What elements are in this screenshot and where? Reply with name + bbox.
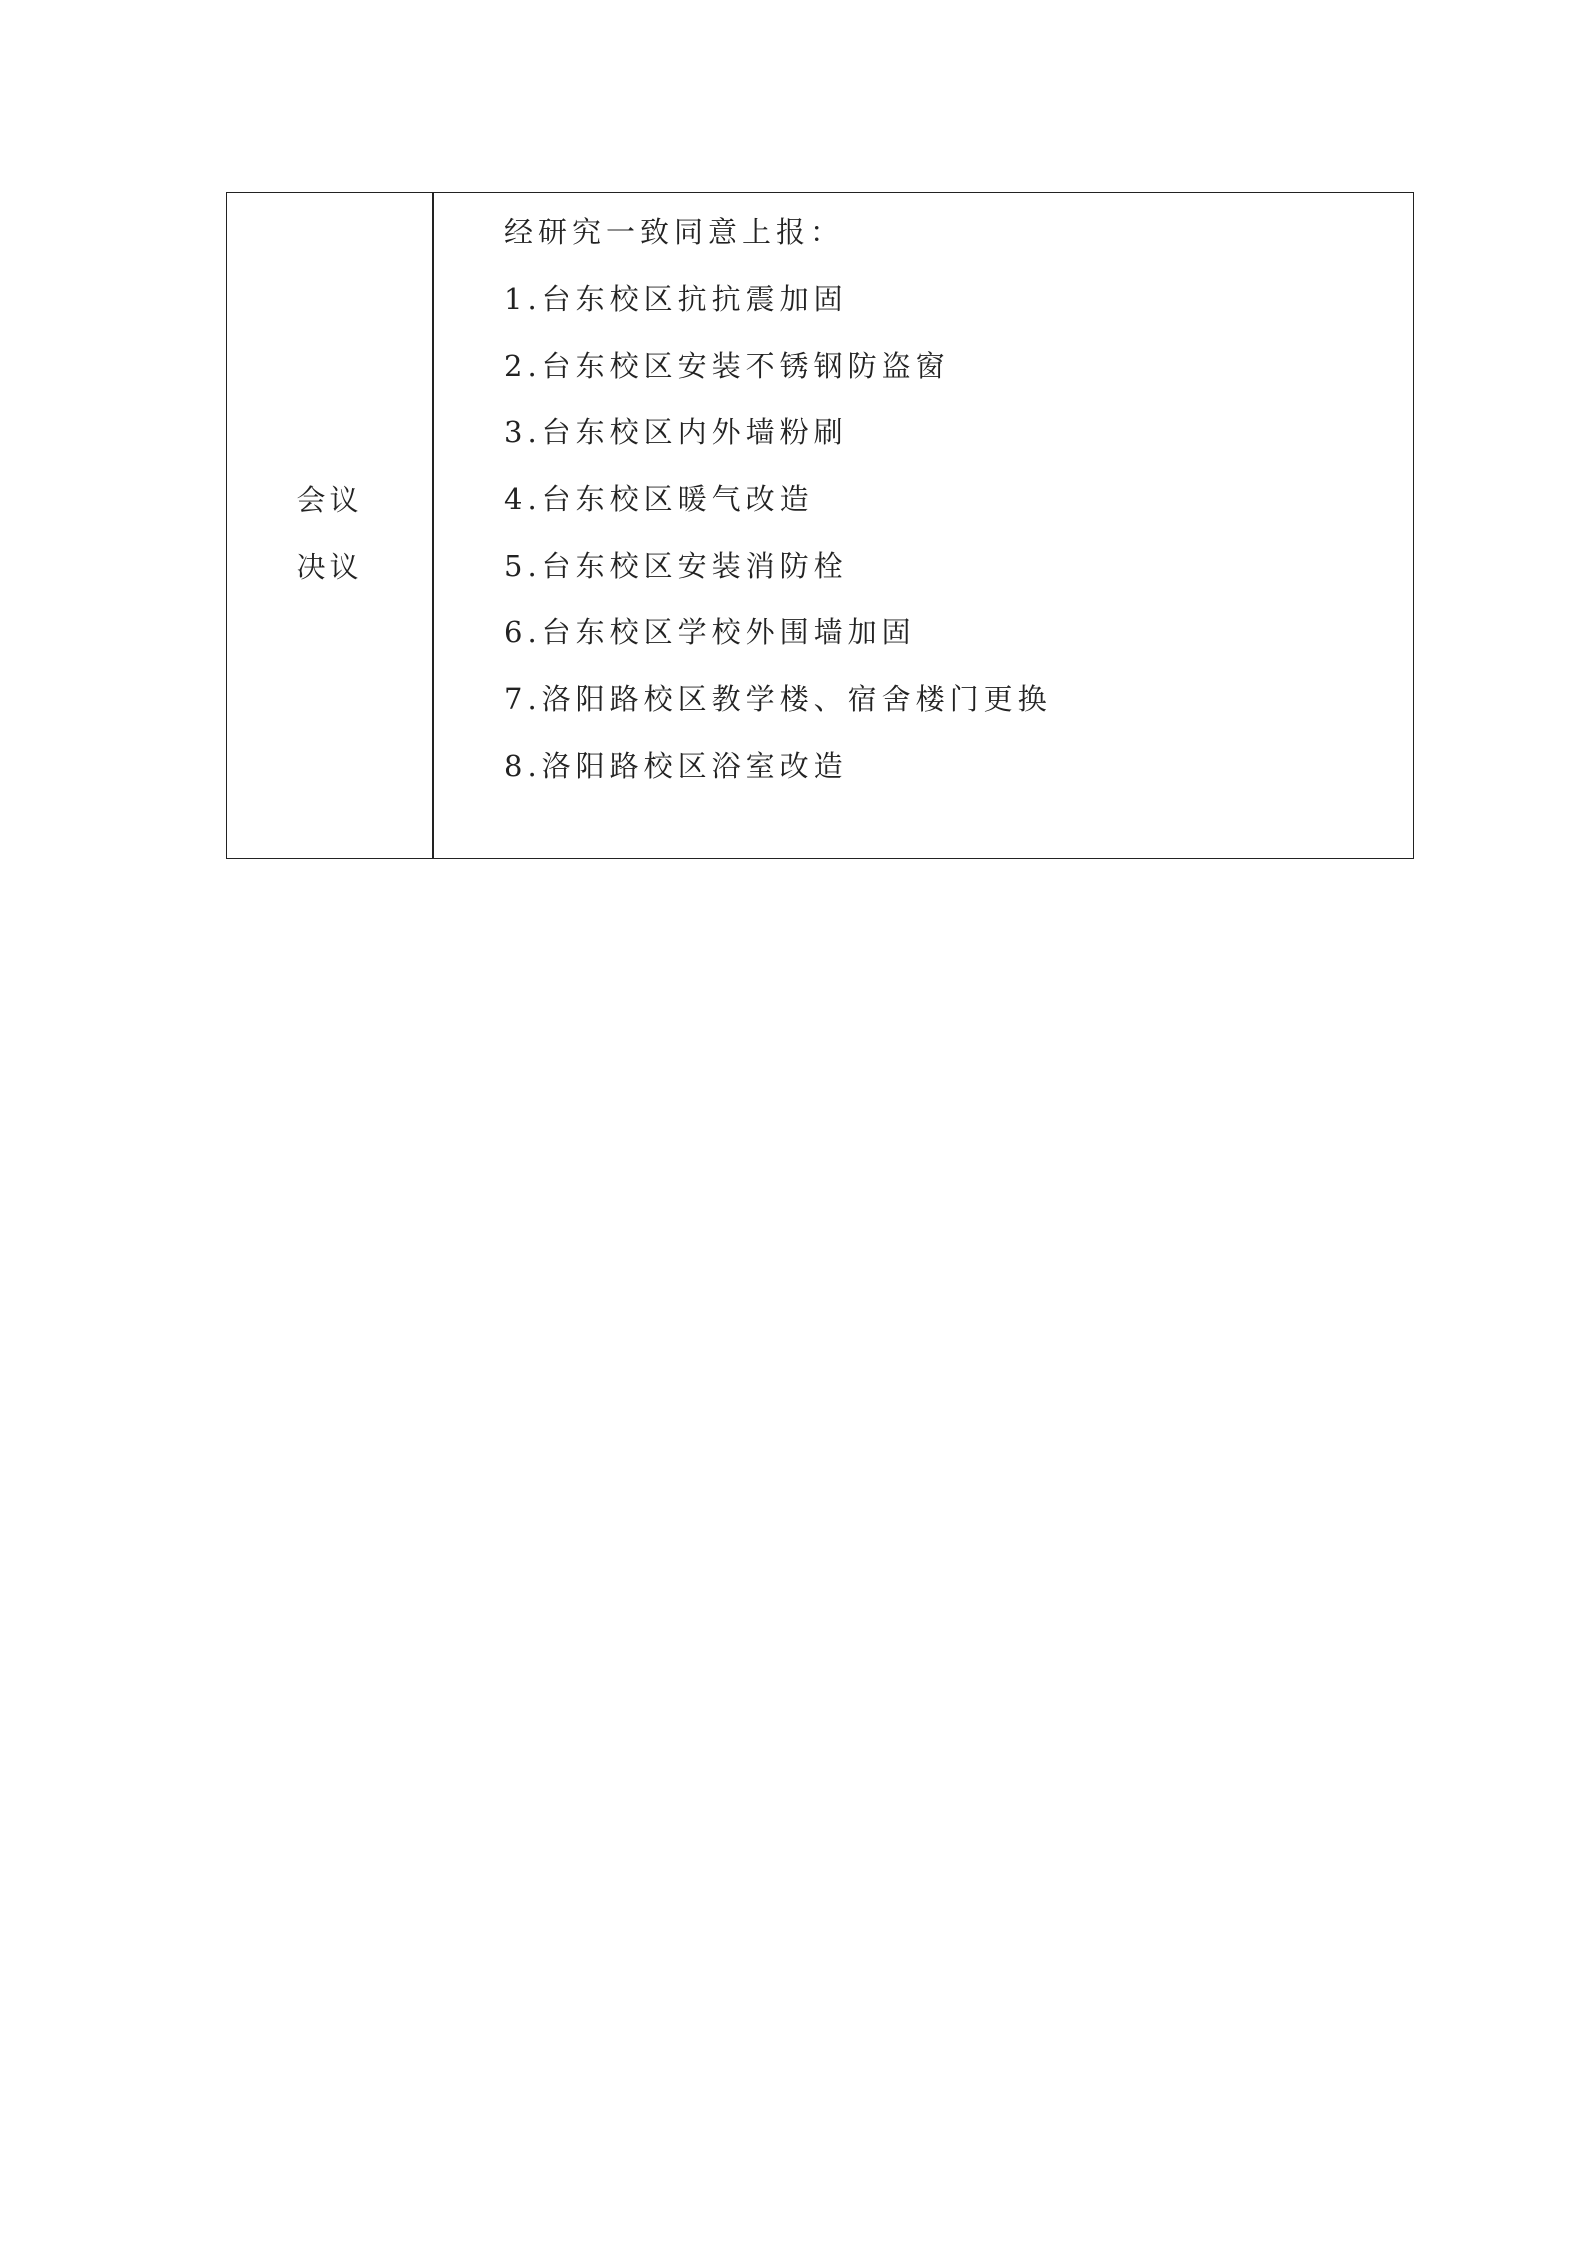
resolution-intro: 经研究一致同意上报： — [504, 215, 845, 249]
resolution-item-5: 5.台东校区安装消防栓 — [504, 549, 848, 583]
label-line-meeting: 会议 — [296, 483, 363, 517]
label-line-resolution: 决议 — [296, 550, 363, 584]
resolution-item-8: 8.洛阳路校区浴室改造 — [504, 749, 848, 783]
resolution-item-6: 6.台东校区学校外围墙加固 — [504, 615, 916, 649]
resolution-item-2: 2.台东校区安装不锈钢防盗窗 — [504, 349, 950, 383]
resolution-item-3: 3.台东校区内外墙粉刷 — [504, 415, 848, 449]
resolution-item-4: 4.台东校区暖气改造 — [504, 482, 814, 516]
resolution-label-cell — [227, 193, 434, 858]
resolution-item-1: 1.台东校区抗抗震加固 — [504, 282, 848, 316]
resolution-item-7: 7.洛阳路校区教学楼、宿舍楼门更换 — [504, 682, 1052, 716]
meeting-resolution-table — [226, 192, 1414, 859]
resolution-content-cell — [434, 193, 1413, 858]
